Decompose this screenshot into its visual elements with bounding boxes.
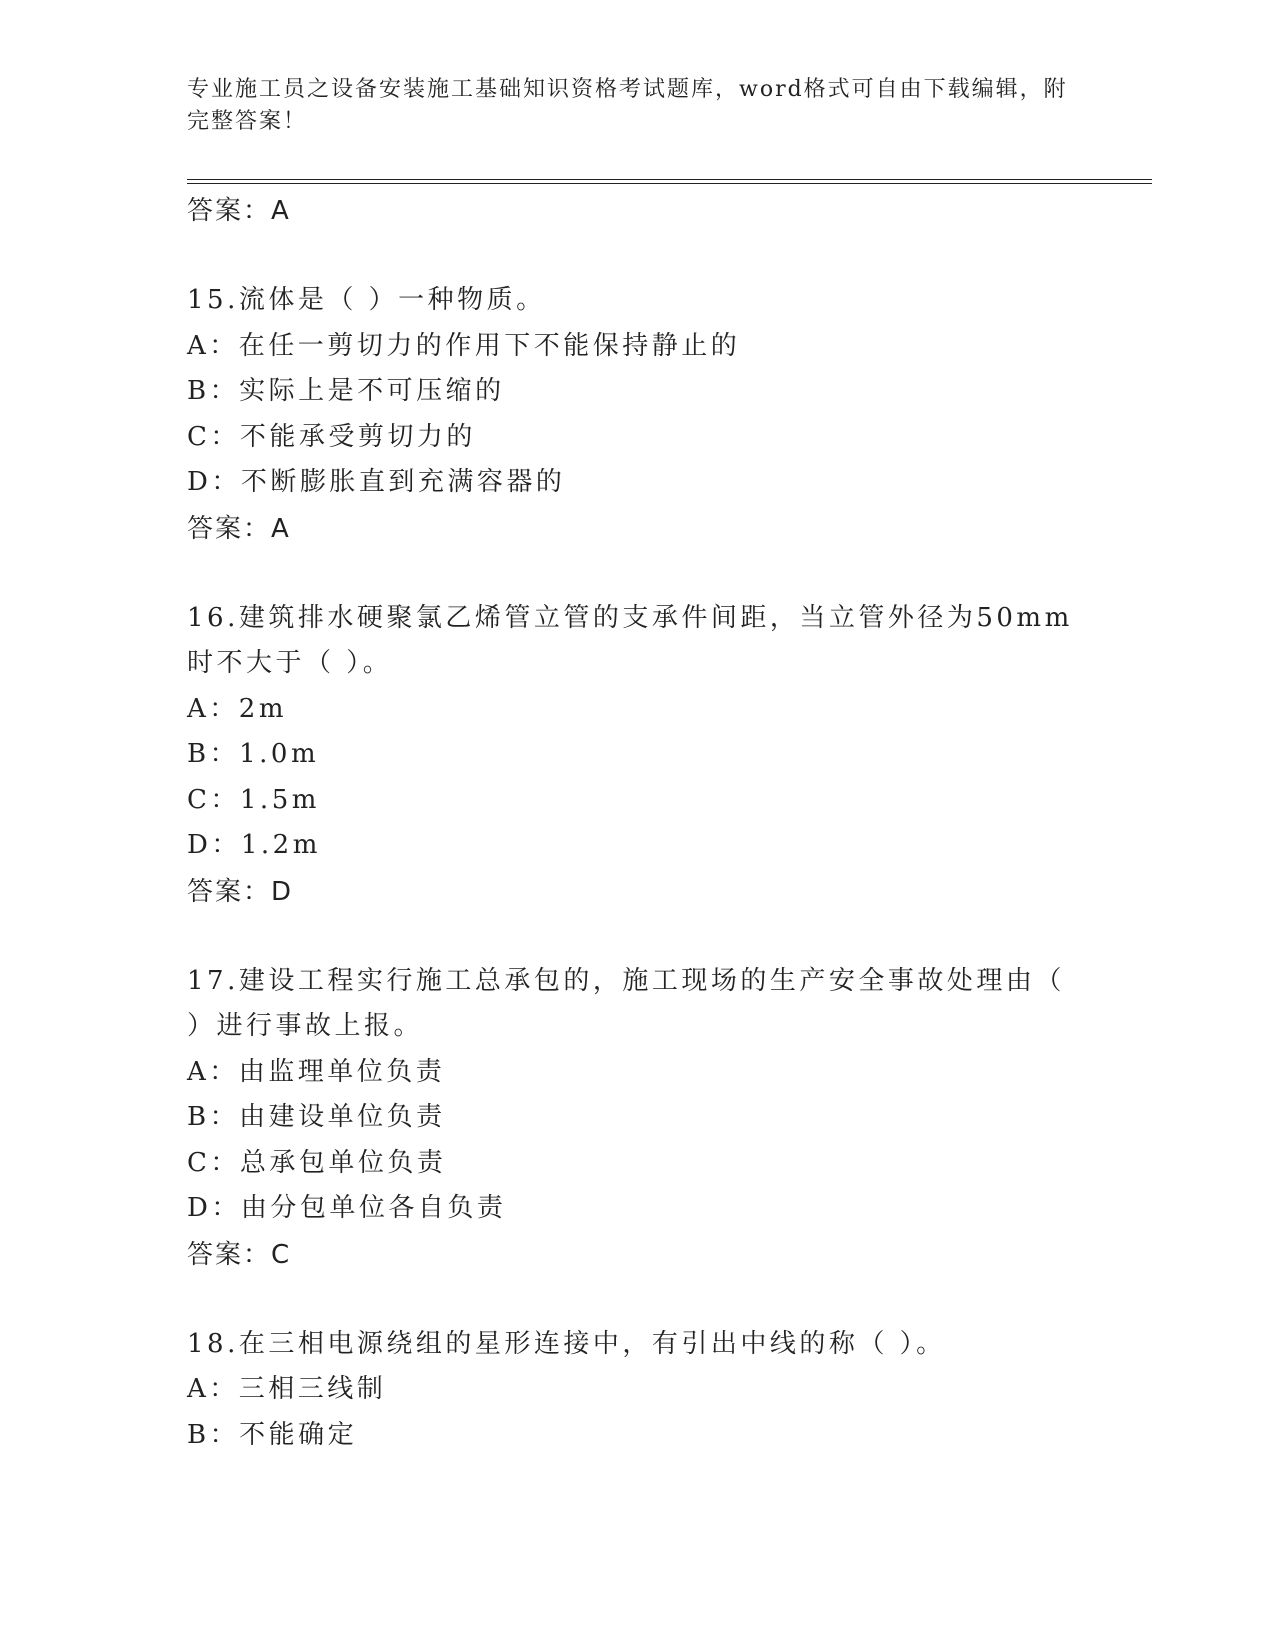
question-18-text: 18.在三相电源绕组的星形连接中，有引出中线的称（ ）。: [187, 1328, 946, 1359]
spacer: [187, 915, 1087, 959]
question-16-option-c: C：1.5m: [187, 784, 320, 815]
answer-line: 答案：A: [187, 196, 291, 226]
question-18-option-b: B：不能确定: [187, 1419, 358, 1450]
question-15-option-a: A：在任一剪切力的作用下不能保持静止的: [187, 330, 741, 361]
question-17-text: 17.建设工程实行施工总承包的，施工现场的生产安全事故处理由（ ）进行事故上报。: [187, 965, 1065, 1041]
page-header: 专业施工员之设备安装施工基础知识资格考试题库，word格式可自由下载编辑，附完整答案！: [187, 77, 1068, 134]
question-16-option-b: B：1.0m: [187, 739, 320, 769]
question-16-option-a: A：2m: [187, 693, 287, 724]
spacer: [187, 1278, 1087, 1322]
question-list: [187, 188, 1087, 1458]
question-15-option-d: D：不断膨胀直到充满容器的: [187, 467, 566, 497]
question-15-option-c: C：不能承受剪切力的: [187, 421, 476, 452]
question-16-text: 16.建筑排水硬聚氯乙烯管立管的支承件间距，当立管外径为50mm时不大于（ ）。: [187, 602, 1073, 678]
spacer: [187, 234, 1087, 278]
header-rule-bottom: [187, 183, 1152, 184]
question-18-option-a: A：三相三线制: [187, 1374, 387, 1404]
question-17-option-d: D：由分包单位各自负责: [187, 1193, 507, 1223]
spacer: [187, 552, 1087, 596]
header-rule-top: [187, 179, 1152, 180]
question-15-text: 15.流体是（ ）一种物质。: [187, 285, 546, 315]
question-15-option-b: B：实际上是不可压缩的: [187, 376, 505, 406]
question-17-option-b: B：由建设单位负责: [187, 1102, 446, 1132]
question-17-option-a: A：由监理单位负责: [187, 1056, 446, 1087]
question-15-answer: 答案：A: [187, 513, 291, 544]
question-17-answer: 答案：C: [187, 1239, 292, 1270]
question-16-option-d: D：1.2m: [187, 830, 321, 860]
question-17-option-c: C：总承包单位负责: [187, 1147, 447, 1178]
question-16-answer: 答案：D: [187, 876, 294, 907]
